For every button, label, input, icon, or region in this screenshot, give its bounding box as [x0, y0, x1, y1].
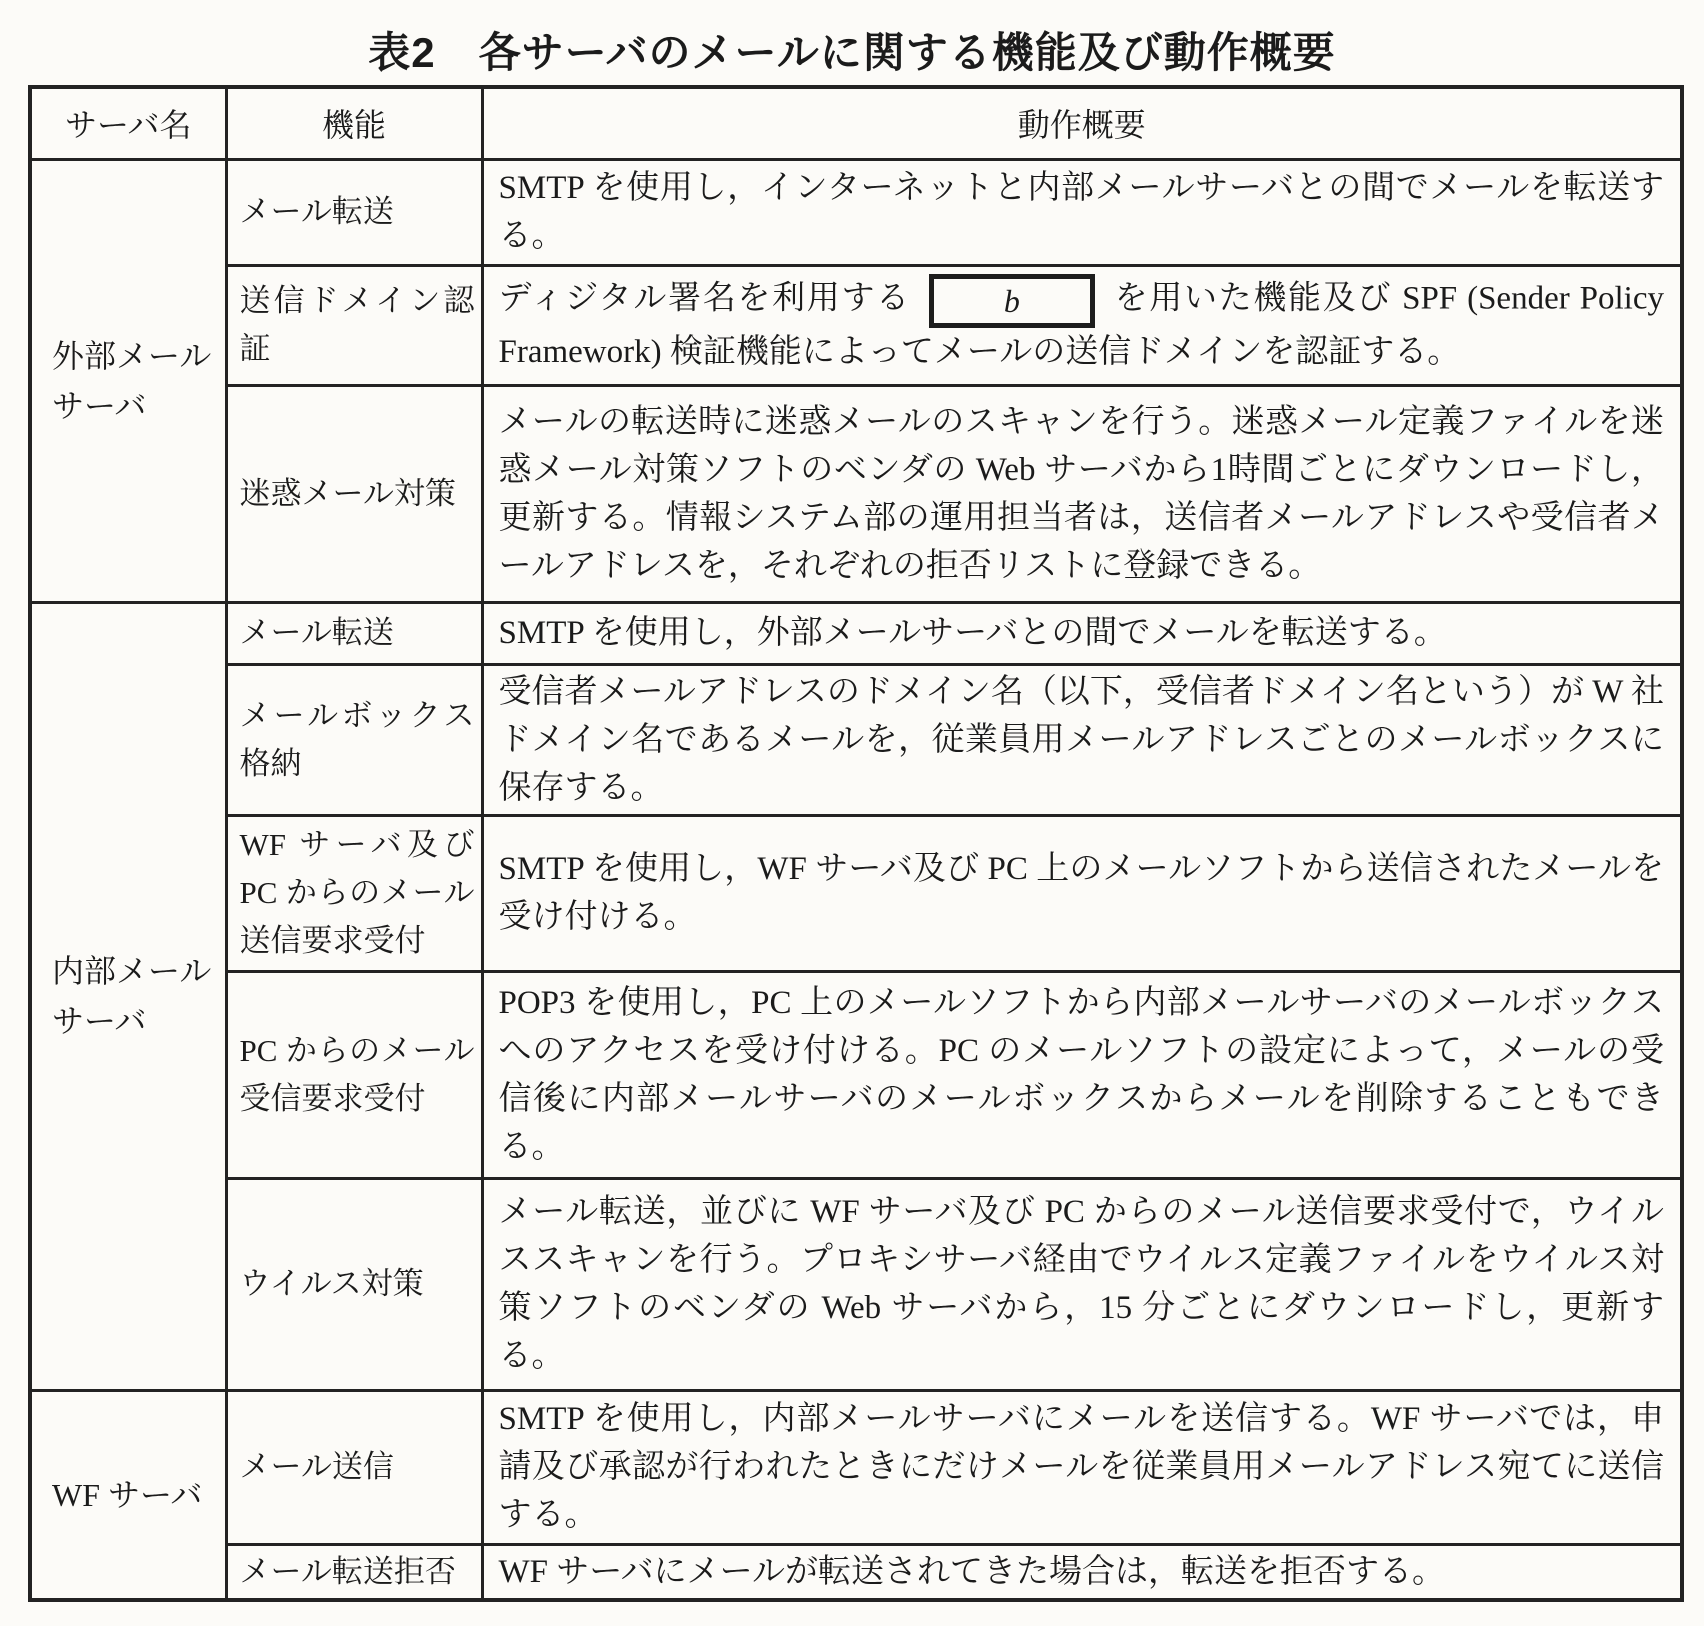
- table-row: [30, 664, 1682, 815]
- table-row: [30, 1390, 1682, 1544]
- function-send-request-from-wf-and-pc: WF サーバ及び PC からのメール送信要求受付: [226, 815, 482, 971]
- table-row: [30, 385, 1682, 602]
- function-mail-transfer-rejection: メール転送拒否: [226, 1544, 482, 1600]
- description-virus-countermeasure: メール転送，並びに WF サーバ及び PC からのメール送信要求受付で，ウイルススキャンを行う。プロキシサーバ経由でウイルス定義ファイルをウイルス対策ソフトのベンダの Web サーバから，15 分ごとにダウンロードし，更新する。: [482, 1178, 1682, 1390]
- function-mail-transfer-external: メール転送: [226, 159, 482, 265]
- description-text-after-blank: を用いた機能及び SPF (Sender Policy Framework) 検証機能によってメールの送信ドメインを認証する。: [498, 280, 1664, 370]
- description-mail-transfer-rejection: WF サーバにメールが転送されてきた場合は，転送を拒否する。: [482, 1544, 1682, 1600]
- function-virus-countermeasure: ウイルス対策: [226, 1178, 482, 1390]
- table-title: 表2 各サーバのメールに関する機能及び動作概要: [368, 29, 1336, 76]
- function-mail-send-wf: メール送信: [226, 1390, 482, 1544]
- mail-function-table: [28, 85, 1684, 1602]
- table-row: [30, 1178, 1682, 1390]
- description-mail-send-wf: SMTP を使用し，内部メールサーバにメールを送信する。WF サーバでは，申請及び承認が行われたときにだけメールを従業員用メールアドレス宛てに送信する。: [482, 1390, 1682, 1544]
- description-text-before-blank: ディジタル署名を利用する: [498, 280, 911, 317]
- header-row: [30, 87, 1682, 159]
- description-mail-transfer-internal: SMTP を使用し，外部メールサーバとの間でメールを転送する。: [482, 602, 1682, 664]
- function-spam-mail-countermeasure: 迷惑メール対策: [226, 385, 482, 602]
- description-sender-domain-authentication: [482, 265, 1682, 385]
- header-overview: 動作概要: [482, 87, 1682, 159]
- description-send-request-from-wf-and-pc: SMTP を使用し，WF サーバ及び PC 上のメールソフトから送信されたメールを受け付ける。: [482, 815, 1682, 971]
- header-function: 機能: [226, 87, 482, 159]
- table-row: [30, 971, 1682, 1178]
- description-mail-transfer-external: SMTP を使用し，インターネットと内部メールサーバとの間でメールを転送する。: [482, 159, 1682, 265]
- answer-blank-box-b: b: [929, 274, 1095, 328]
- server-name-internal-mail-server: 内部メール サーバ: [30, 602, 226, 1390]
- server-name-external-mail-server: 外部メール サーバ: [30, 159, 226, 602]
- table-row: [30, 602, 1682, 664]
- table-row: [30, 1544, 1682, 1600]
- function-mail-transfer-internal: メール転送: [226, 602, 482, 664]
- function-mailbox-storage: メールボックス格納: [226, 664, 482, 815]
- table-row: [30, 815, 1682, 971]
- description-mailbox-storage: 受信者メールアドレスのドメイン名（以下，受信者ドメイン名という）が W 社ドメイン名であるメールを，従業員用メールアドレスごとのメールボックスに保存する。: [482, 664, 1682, 815]
- function-sender-domain-authentication: 送信ドメイン認証: [226, 265, 482, 385]
- server-name-wf-server: WF サーバ: [30, 1390, 226, 1600]
- table-row: [30, 159, 1682, 265]
- table-row: [30, 265, 1682, 385]
- description-spam-mail-countermeasure: メールの転送時に迷惑メールのスキャンを行う。迷惑メール定義ファイルを迷惑メール対策ソフトのベンダの Web サーバから1時間ごとにダウンロードし，更新する。情報システム部の運用担当者は，送信者メールアドレスや受信者メールアドレスを，それぞれの拒否リストに登録できる。: [482, 385, 1682, 602]
- function-receive-request-from-pc: PC からのメール受信要求受付: [226, 971, 482, 1178]
- header-server-name: サーバ名: [30, 87, 226, 159]
- description-receive-request-from-pc: POP3 を使用し，PC 上のメールソフトから内部メールサーバのメールボックスへのアクセスを受け付ける。PC のメールソフトの設定によって，メールの受信後に内部メールサーバのメールボックスからメールを削除することもできる。: [482, 971, 1682, 1178]
